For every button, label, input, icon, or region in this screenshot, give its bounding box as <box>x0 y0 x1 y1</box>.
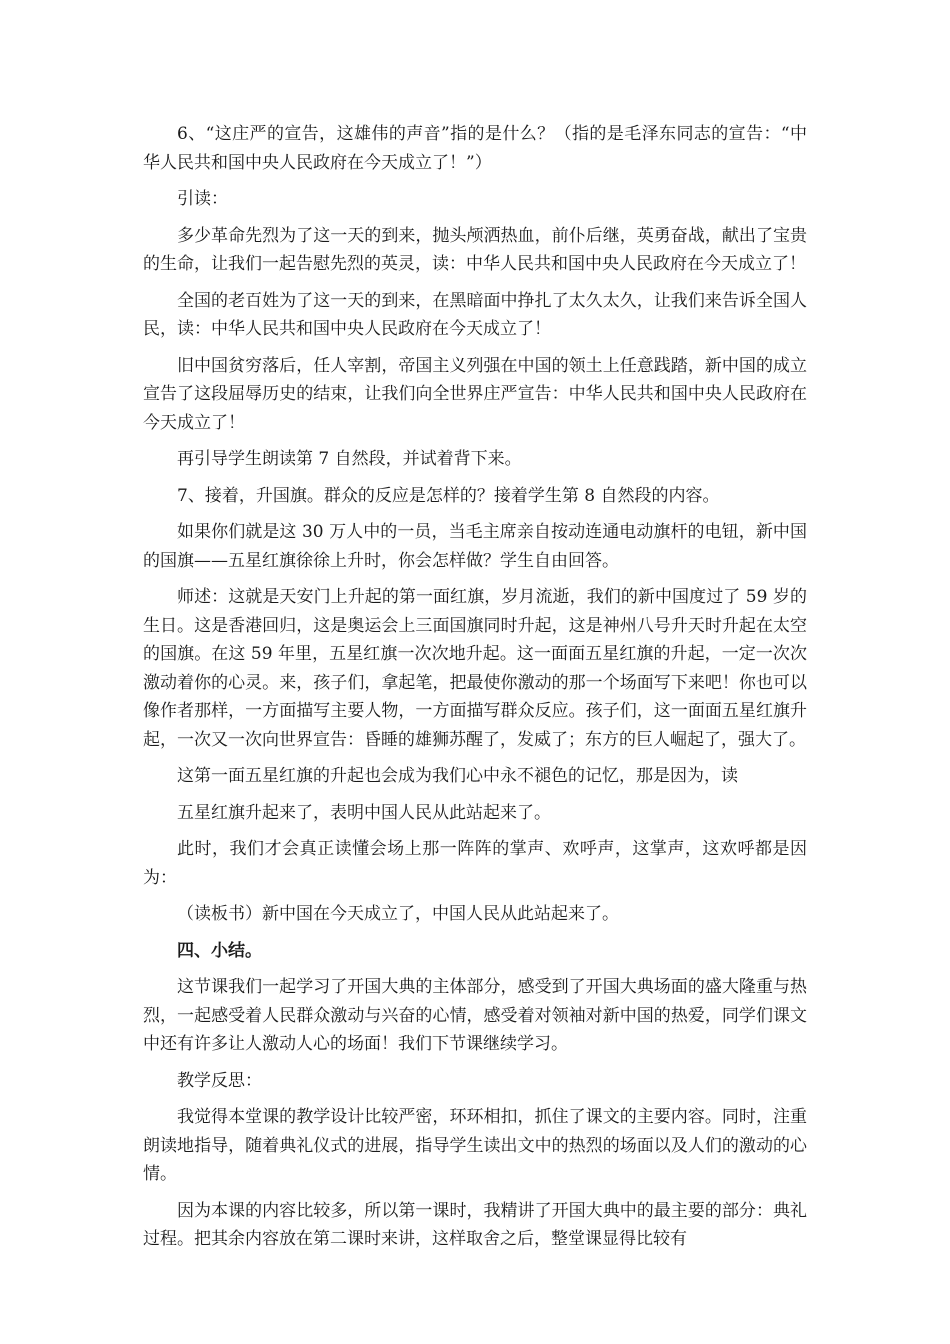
paragraph-reflection-2: 因为本课的内容比较多，所以第一课时，我精讲了开国大典中的最主要的部分：典礼过程。把其余内容放在第二课时来讲，这样取舍之后，整堂课显得比较有 <box>143 1200 807 1249</box>
paragraph-lead-reading: 引读： <box>177 189 228 209</box>
paragraph-recite-7: 再引导学生朗读第 7 自然段，并试着背下来。 <box>177 449 522 469</box>
paragraph-flag-raised: 五星红旗升起来了，表明中国人民从此站起来了。 <box>177 802 551 823</box>
paragraph-reflection-1: 我觉得本堂课的教学设计比较严密，环环相扣，抓住了课文的主要内容。同时，注重朗读地指导，随着典礼仪式的进展，指导学生读出文中的热烈的场面以及人们的激动的心情。 <box>143 1107 807 1184</box>
paragraph-board: （读板书）新中国在今天成立了，中国人民从此站起来了。 <box>177 904 619 924</box>
section-heading-summary: 四、小结。 <box>177 940 262 961</box>
paragraph-reflection-title: 教学反思： <box>177 1070 262 1091</box>
document-body <box>143 120 807 1262</box>
paragraph-teacher-narration: 师述：这就是天安门上升起的第一面红旗，岁月流逝，我们的新中国度过了 59 岁的生日。这是香港回归，这是奥运会上三面国旗同时升起，这是神州八号升天时升起在太空的国旗。在这 59 年里，五星红旗一次次地升起。这一面面五星红旗的升起，一定一次次激动着你的心灵。来，孩子们，拿起笔，把最使你激动的那一个场面写下来吧！你也可以像作者那样，一方面描写主要人物，一方面描写群众反应。孩子们，这一面面五星红旗升起，一次又一次向世界宣告：昏睡的雄狮苏醒了，发威了；东方的巨人崛起了，强大了。 <box>143 587 807 750</box>
paragraph-question-6: 6、“这庄严的宣告，这雄伟的声音”指的是什么？（指的是毛泽东同志的宣告：“中华人民共和国中央人民政府在今天成立了！”） <box>143 124 807 173</box>
paragraph-memory: 这第一面五星红旗的升起也会成为我们心中永不褪色的记忆，那是因为，读 <box>177 766 738 786</box>
paragraph-martyrs: 多少革命先烈为了这一天的到来，抛头颅洒热血，前仆后继，英勇奋战，献出了宝贵的生命，让我们一起告慰先烈的英灵，读：中华人民共和国中央人民政府在今天成立了！ <box>143 225 807 274</box>
paragraph-imagine: 如果你们就是这 30 万人中的一员，当毛主席亲自按动连通电动旗杆的电钮，新中国的国旗——五星红旗徐徐上升时，你会怎样做？学生自由回答。 <box>143 522 807 571</box>
paragraph-applause: 此时，我们才会真正读懂会场上那一阵阵的掌声、欢呼声，这掌声，这欢呼都是因为： <box>143 839 807 888</box>
paragraph-summary: 这节课我们一起学习了开国大典的主体部分，感受到了开国大典场面的盛大隆重与热烈，一起感受着人民群众激动与兴奋的心情，感受着对领袖对新中国的热爱，同学们课文中还有许多让人激动人心的场面！我们下节课继续学习。 <box>143 977 807 1054</box>
paragraph-old-china: 旧中国贫穷落后，任人宰割，帝国主义列强在中国的领土上任意践踏，新中国的成立宣告了这段屈辱历史的结束，让我们向全世界庄严宣告：中华人民共和国中央人民政府在今天成立了！ <box>143 355 807 433</box>
paragraph-people: 全国的老百姓为了这一天的到来，在黑暗面中挣扎了太久太久，让我们来告诉全国人民，读：中华人民共和国中央人民政府在今天成立了！ <box>143 290 807 339</box>
paragraph-question-7: 7、接着，升国旗。群众的反应是怎样的？接着学生第 8 自然段的内容。 <box>177 485 720 506</box>
